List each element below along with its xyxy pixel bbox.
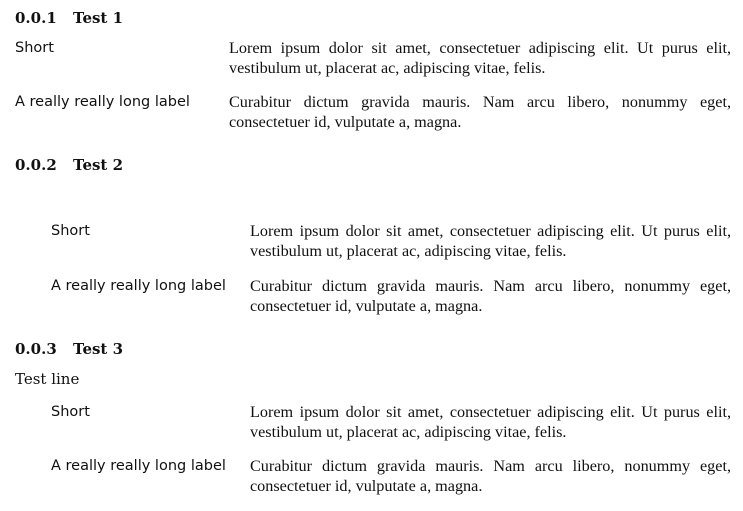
item-description: Curabitur dictum gravida mauris. Nam arcu libero, nonummy eget, consectetuer id, vulputate a, magna. <box>229 93 731 131</box>
item-description: Lorem ipsum dolor sit amet, consectetuer adipiscing elit. Ut purus elit, vestibulum ut, placerat ac, adipiscing vitae, felis. <box>229 39 731 77</box>
section-title: Test 3 <box>73 340 124 358</box>
item-description: Curabitur dictum gravida mauris. Nam arcu libero, nonummy eget, consectetuer id, vulputate a, magna. <box>250 277 731 315</box>
section-number: 0.0.1 <box>15 9 57 27</box>
item-description: Lorem ipsum dolor sit amet, consectetuer adipiscing elit. Ut purus elit, vestibulum ut, placerat ac, adipiscing vitae, felis. <box>250 403 731 441</box>
item-label: A really really long label <box>15 94 190 110</box>
section-title: Test 2 <box>73 156 124 174</box>
section-heading <box>15 156 123 174</box>
item-label: A really really long label <box>51 278 226 294</box>
item-label: Short <box>51 223 90 239</box>
section-title: Test 1 <box>73 9 124 27</box>
section-heading <box>15 340 123 358</box>
item-label: Short <box>15 40 54 56</box>
intro-text: Test line <box>15 370 80 388</box>
section-number: 0.0.2 <box>15 156 57 174</box>
section-heading <box>15 9 123 27</box>
item-description: Lorem ipsum dolor sit amet, consectetuer adipiscing elit. Ut purus elit, vestibulum ut, placerat ac, adipiscing vitae, felis. <box>250 222 731 260</box>
item-label: A really really long label <box>51 458 226 474</box>
item-description: Curabitur dictum gravida mauris. Nam arcu libero, nonummy eget, consectetuer id, vulputate a, magna. <box>250 457 731 495</box>
section-number: 0.0.3 <box>15 340 57 358</box>
item-label: Short <box>51 404 90 420</box>
